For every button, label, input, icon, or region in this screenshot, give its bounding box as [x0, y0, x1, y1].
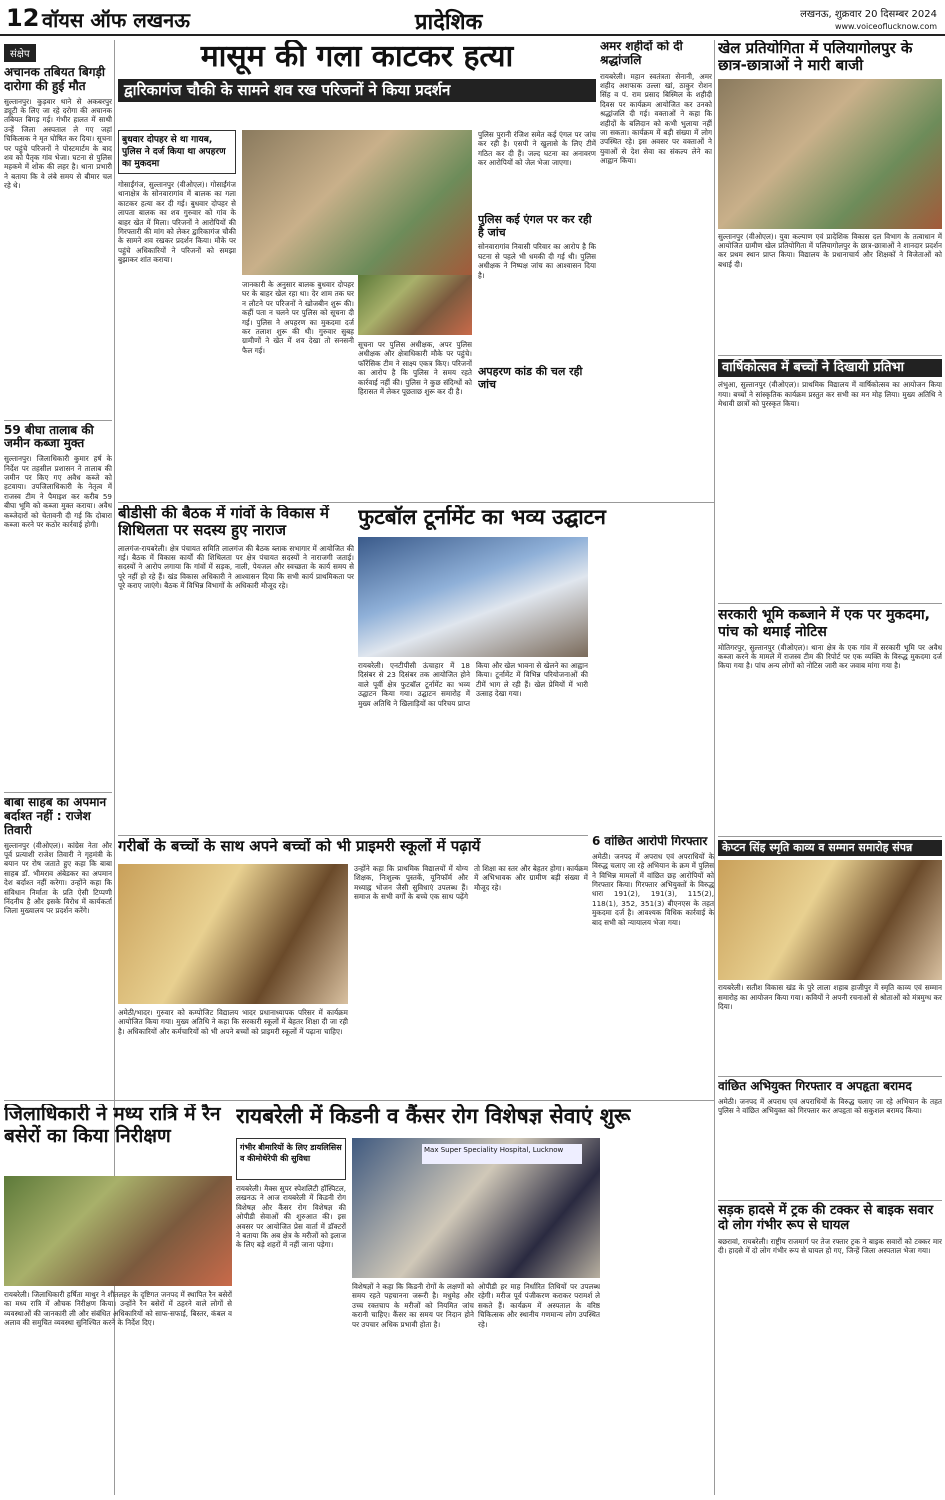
award-ceremony-photo: [718, 860, 942, 980]
kidney-body-1: रायबरेली। मैक्स सुपर स्पेशलिटी हॉस्पिटल, लखनऊ ने आज रायबरेली में किडनी रोग विशेषज्ञ और कैंसर रोग विशेषज्ञ की ओपीडी सेवाओं की शुरुआत की। इस अवसर पर आयोजित प्रेस वार्ता में डॉक्टरों ने बताया कि अब क्षेत्र के मरीजों को इलाज के लिए बड़े शहरों में नहीं जाना पड़ेगा।: [236, 1184, 346, 1250]
sports-headline: खेल प्रतियोगिता में पलियागोलपुर के छात्र-छात्राओं ने मारी बाजी: [718, 40, 913, 75]
brief-3-headline: बाबा साहब का अपमान बर्दाश्त नहीं : राजेश तिवारी: [4, 795, 107, 837]
arrest-body: अमेठी। जनपद में अपराध एवं अपराधियों के विरुद्ध चलाए जा रहे अभियान के क्रम में पुलिस ने विभिन्न मामलों में वांछित छह आरोपियों को गिरफ्तार किया। गिरफ्तार अभियुक्तों के विरुद्ध धारा 191(2), 191(3), 115(2), 118(1), 352, 351(3) बीएनएस के तहत मुकदमा दर्ज है। आवश्यक विधिक कार्रवाई के बाद सभी को न्यायालय भेजा गया।: [592, 851, 714, 927]
schools-body-1: अमेठी/भादर। गुरुवार को कम्पोजिट विद्यालय भादर प्रधानाध्यापक परिसर में कार्यक्रम आयोजित किया गया। मुख्य अतिथि ने कहा कि सरकारी स्कूलों में बेहतर शिक्षा दी जा रही है। अधिकारियों और कर्मचारियों को भी अपने बच्चों को प्राइमरी स्कूलों में पढ़ाना चाहिए।: [118, 1008, 348, 1036]
tribute-headline: अमर शहीदों को दी श्रद्धांजलि: [600, 40, 683, 67]
lead-sub2-headline: पुलिस कई एंगल पर कर रही है जांच: [478, 213, 592, 239]
night-shelter-photo: [4, 1176, 232, 1286]
arrest-story: [592, 835, 714, 1095]
land-body: मोतिगरपुर, सुल्तानपुर (वीओएल)। थाना क्षेत्र के एक गांव में सरकारी भूमि पर अवैध कब्जा करने के मामले में राजस्व टीम की रिपोर्ट पर एक व्यक्ति के विरुद्ध मुकदमा दर्ज किया गया है। पांच अन्य लोगों को नोटिस जारी कर जवाब मांगा गया है।: [718, 642, 942, 671]
wanted-body: अमेठी। जनपद में अपराध एवं अपराधियों के विरुद्ध चलाए जा रहे अभियान के तहत पुलिस ने वांछित अभियुक्त को गिरफ्तार कर अपहृता को सकुशल बरामद किया।: [718, 1097, 942, 1116]
football-team-photo: [358, 537, 588, 657]
press-conference-photo: [352, 1138, 600, 1278]
wanted-headline: वांछित अभियुक्त गिरफ्तार व अपहृता बरामद: [718, 1079, 912, 1094]
page-number: 12: [6, 4, 40, 32]
kidney-blurb: गंभीर बीमारियों के लिए डायलिसिस व कीमोथेरेपी की सुविधा: [236, 1138, 346, 1180]
land-headline: सरकारी भूमि कब्जाने में एक पर मुकदमा, पांच को थमाई नोटिस: [718, 607, 930, 640]
tribute-story: [600, 40, 712, 500]
sports-body: सुल्तानपुर (वीओएल)। युवा कल्याण एवं प्रादेशिक विकास दल विभाग के तत्वाधान में आयोजित ग्रामीण खेल प्रतियोगिता में पलियागोलपुर के छात्र-छात्राओं ने शानदार प्रदर्शन कर प्रथम स्थान प्राप्त किया। विद्यालय के प्रधानाचार्य और शिक्षकों ने विजेताओं को बधाई दी।: [718, 231, 942, 269]
protest-photo: [242, 130, 472, 275]
lead-headline: मासूम की गला काटकर हत्या: [200, 40, 514, 74]
lead-body-3: सूचना पर पुलिस अधीक्षक, अपर पुलिस अधीक्षक और क्षेत्राधिकारी मौके पर पहुंचे। फॉरेंसिक टीम ने साक्ष्य एकत्र किए। परिजनों का आरोप है कि पुलिस ने समय रहते कार्रवाई नहीं की। पुलिस ने कुछ संदिग्धों को हिरासत में लेकर पूछताछ शुरू कर दी है।: [358, 340, 472, 397]
masthead: [0, 0, 945, 36]
dateline: लखनऊ, शुक्रवार 20 दिसम्बर 2024: [800, 9, 937, 20]
poetry-body: रायबरेली। सतीश विकास खंड के पुरे लाला शहाब हाजीपुर में स्मृति काव्य एवं सम्मान समारोह का आयोजन किया गया। कवियों ने अपनी रचनाओं से श्रोताओं को मंत्रमुग्ध कर दिया।: [718, 983, 942, 1012]
schools-headline: गरीबों के बच्चों के साथ अपने बच्चों को भी प्राइमरी स्कूलों में पढ़ायें: [118, 838, 481, 855]
annual-day-body: लंभुआ, सुल्तानपुर (वीओएल)। प्राथमिक विद्यालय में वार्षिकोत्सव का आयोजन किया गया। बच्चों ने सांस्कृतिक कार्यक्रम प्रस्तुत कर सभी का मन मोह लिया। मुख्य अतिथि ने मेधावी छात्रों को पुरस्कृत किया।: [718, 380, 942, 409]
kidney-body-3: ओपीडी हर माह निर्धारित तिथियों पर उपलब्ध रहेगी। मरीज पूर्व पंजीकरण कराकर परामर्श ले सकते हैं। कार्यक्रम में अस्पताल के वरिष्ठ चिकित्सक और स्थानीय गणमान्य लोग उपस्थित रहे।: [478, 1282, 600, 1329]
schools-body-2: उन्होंने कहा कि प्राथमिक विद्यालयों में योग्य शिक्षक, निःशुल्क पुस्तकें, यूनिफॉर्म और मध्याह्न भोजन जैसी सुविधाएं उपलब्ध हैं। समाज के सभी वर्गों के बच्चे एक साथ पढ़ेंगे तो शिक्षा का स्तर और बेहतर होगा। कार्यक्रम में अभिभावक और ग्रामीण बड़ी संख्या में मौजूद रहे।: [354, 864, 588, 902]
lead-body-2: जानकारी के अनुसार बालक बुधवार दोपहर घर के बाहर खेल रहा था। देर शाम तक घर न लौटने पर परिजनों ने खोजबीन शुरू की। कहीं पता न चलने पर पुलिस को सूचना दी गई। पुलिस ने अपहरण का मुकदमा दर्ज कर तलाश शुरू की थी। गुरुवार सुबह ग्रामीणों ने खेत में शव देखा तो सनसनी फैल गई।: [242, 280, 354, 355]
website: www.voiceoflucknow.com: [834, 22, 937, 31]
tribute-body: रायबरेली। महान स्वतंत्रता सेनानी, अमर शहीद अशफाक उल्ला खां, ठाकुर रोशन सिंह व पं. राम प्रसाद बिस्मिल के शहीदी दिवस पर कार्यक्रम आयोजित कर उनको श्रद्धांजलि दी गई। वक्ताओं ने कहा कि शहीदों के बलिदान को कभी भुलाया नहीं जा सकता। कार्यक्रम में बड़ी संख्या में लोग उपस्थित रहे। इस अवसर पर वक्ताओं ने युवाओं से देश सेवा का संकल्प लेने का आह्वान किया।: [600, 71, 712, 166]
lead-body-5: सोनवारागांव निवासी परिवार का आरोप है कि घटना से पहले भी धमकी दी गई थी। पुलिस अधीक्षक ने निष्पक्ष जांच का आश्वासन दिया है।: [478, 242, 596, 280]
right-column: [718, 40, 942, 1495]
section-title: प्रादेशिक: [415, 10, 483, 35]
poetry-headline: केप्टन सिंह स्मृति काव्य व सम्मान समारोह संपन्न: [718, 840, 942, 857]
bdc-story: [118, 505, 354, 835]
bdc-body: लालगंज-रायबरेली। क्षेत्र पंचायत समिति लालगंज की बैठक ब्लाक सभागार में आयोजित की गई। बैठक में विकास कार्यों की शिथिलता पर क्षेत्र पंचायत सदस्यों ने नाराजगी जताई। सदस्यों ने आरोप लगाया कि गांवों में सड़क, नाली, पेयजल और स्वच्छता के कार्य समय से पूरे नहीं हो रहे हैं। खंड विकास अधिकारी ने आश्वासन दिया कि सभी कार्य प्राथमिकता पर पूरे कराए जाएंगे। बैठक में विभिन्न विभागों के अधिकारी मौजूद रहे।: [118, 543, 354, 591]
lead-body-4: पुलिस पुरानी रंजिश समेत कई एंगल पर जांच कर रही है। एसपी ने खुलासे के लिए टीमें गठित कर दी हैं। जल्द घटना का अनावरण कर आरोपियों को जेल भेजा जाएगा।: [478, 130, 596, 168]
family-photo: [358, 275, 472, 335]
brief-1-body: सुल्तानपुर। कुड़वार थाने से अकबरपुर ड्यूटी के लिए जा रहे दरोगा की अचानक तबियत बिगड़ गई। गंभीर हालत में साथी उन्हें जिला अस्पताल ले गए जहां चिकित्सक ने मृत घोषित कर दिया। सूचना पर पहुंचे परिजनों ने पोस्टमार्टम के बाद शव को पैतृक गांव भेजा। घटना से पुलिस महकमे में शोक की लहर है। थाना प्रभारी ने बताया कि वे लंबे समय से बीमार चल रहे थे।: [4, 96, 112, 191]
brief-3-body: सुल्तानपुर (वीओएल)। कांग्रेस नेता और पूर्व प्रत्याशी राजेश तिवारी ने गृहमंत्री के बयान पर रोष जताते हुए कहा कि बाबा साहब डॉ. भीमराव अंबेडकर का अपमान देश बर्दाश्त नहीं करेगा। उन्होंने कहा कि संविधान निर्माता के प्रति ऐसी टिप्पणी निंदनीय है और इसके विरोध में कार्यकर्ता जिला मुख्यालय पर प्रदर्शन करेंगे।: [4, 840, 112, 916]
brief-1-headline: अचानक तबियत बिगड़ी दारोगा की हुई मौत: [4, 65, 105, 93]
schools-story: [118, 838, 588, 1098]
brief-2-body: सुल्तानपुर। जिलाधिकारी कुमार हर्ष के निर्देश पर तहसील प्रशासन ने तालाब की जमीन पर किए गए अवैध कब्जे को हटवाया। उपजिलाधिकारी के नेतृत्व में राजस्व टीम ने पैमाइश कर करीब 59 बीघा भूमि को कब्जा मुक्त कराया। अवैध कब्जेदारों को चेतावनी दी गई कि दोबारा कब्जा करने पर कठोर कार्रवाई होगी।: [4, 454, 112, 530]
arrest-headline: 6 वांछित आरोपी गिरफ्तार: [592, 835, 708, 848]
kidney-headline: रायबरेली में किडनी व कैंसर रोग विशेषज्ञ सेवाएं शुरू: [236, 1104, 631, 1128]
annual-day-headline: वार्षिकोत्सव में बच्चों ने दिखायी प्रतिभा: [718, 359, 942, 378]
lead-blurb: बुधवार दोपहर से था गायब, पुलिस ने दर्ज किया था अपहरण का मुकदमा: [118, 130, 236, 174]
accident-headline: सड़क हादसे में ट्रक की टक्कर से बाइक सवार दो लोग गंभीर रूप से घायल: [718, 1203, 934, 1233]
hospital-banner: Max Super Speciality Hospital, Lucknow: [422, 1144, 582, 1164]
kidney-body-2: विशेषज्ञों ने कहा कि किडनी रोगों के लक्षणों को समय रहते पहचानना जरूरी है। मधुमेह और उच्च रक्तचाप के मरीजों को नियमित जांच करानी चाहिए। कैंसर का समय पर निदान होने पर उपचार अधिक प्रभावी होता है।: [352, 1282, 474, 1329]
bdc-headline: बीडीसी की बैठक में गांवों के विकास में शिथिलता पर सदस्य हुए नाराज: [118, 505, 329, 540]
lead-story: [118, 40, 596, 500]
football-headline: फुटबॉल टूर्नामेंट का भव्य उद्घाटन: [358, 505, 606, 529]
football-body: रायबरेली। एनटीपीसी ऊंचाहार में 18 दिसंबर से 23 दिसंबर तक आयोजित होने वाले पूर्वी क्षेत्र फुटबॉल टूर्नामेंट का भव्य उद्घाटन किया गया। उद्घाटन समारोह में मुख्य अतिथि ने खिलाड़ियों का परिचय प्राप्त किया और खेल भावना से खेलने का आह्वान किया। टूर्नामेंट में विभिन्न परियोजनाओं की टीमें भाग ले रही हैं। खेल प्रेमियों में भारी उत्साह देखा गया।: [358, 661, 588, 708]
brief-2-headline: 59 बीघा तालाब की जमीन कब्जा मुक्त: [4, 422, 94, 451]
kidney-story: [236, 1104, 714, 1494]
dm-body: रायबरेली। जिलाधिकारी हर्षिता माथुर ने शीतलहर के दृष्टिगत जनपद में स्थापित रैन बसेरों का मध्य रात्रि में औचक निरीक्षण किया। उन्होंने रैन बसेरों में ठहरने वाले लोगों से व्यवस्थाओं की जानकारी ली और संबंधित अधिकारियों को साफ-सफाई, बिस्तर, कंबल व अलाव की समुचित व्यवस्था सुनिश्चित करने के निर्देश दिए।: [4, 1290, 232, 1328]
school-function-photo: [118, 864, 348, 1004]
accident-body: बछरावां, रायबरेली। राष्ट्रीय राजमार्ग पर तेज रफ्तार ट्रक ने बाइक सवारों को टक्कर मार दी। हादसे में दो लोग गंभीर रूप से घायल हो गए, जिन्हें जिला अस्पताल भेजा गया।: [718, 1236, 942, 1256]
paper-name: वॉयस ऑफ लखनऊ: [42, 8, 190, 32]
lead-body-1: गोसाईंगंज, सुल्तानपुर (वीओएल)। गोसाईंगंज थानाक्षेत्र के सोनवारागांव में बालक का गला काटकर हत्या कर दी गई। बुधवार दोपहर से लापता बालक का शव गुरुवार को गांव के बाहर खेत में मिला। परिजनों ने आरोपियों की गिरफ्तारी की मांग को लेकर द्वारिकागंज चौकी के सामने शव रखकर प्रदर्शन किया। मौके पर पहुंचे अधिकारियों ने परिजनों को समझा बुझाकर शांत कराया।: [118, 180, 236, 265]
brief-tag: संक्षेप: [4, 44, 36, 62]
lead-sub3-headline: अपहरण कांड की चल रही जांच: [478, 365, 583, 391]
lead-subhead: द्वारिकागंज चौकी के सामने शव रख परिजनों ने किया प्रदर्शन: [118, 79, 596, 102]
dm-story: [4, 1104, 232, 1494]
football-story: [358, 505, 714, 835]
students-group-photo: [718, 79, 942, 229]
dm-headline: जिलाधिकारी ने मध्य रात्रि में रैन बसेरों का किया निरीक्षण: [4, 1104, 221, 1147]
